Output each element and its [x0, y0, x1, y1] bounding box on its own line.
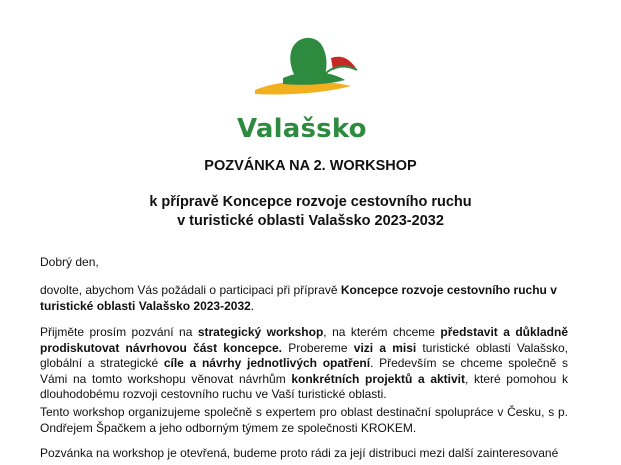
bold-span: vizi a misi: [353, 340, 417, 355]
paragraph-1: [40, 283, 568, 314]
text-span: dovolte, abychom Vás požádali o participaci při přípravě: [40, 283, 341, 297]
invitation-title: POZVÁNKA NA 2. WORKSHOP: [204, 158, 417, 174]
text-span: , na kterém chceme: [323, 325, 441, 339]
text-span: Probereme: [282, 340, 354, 355]
text-span: , které pomohou k dlouhodobému rozvoji cestovního ruchu ve Vaší turistické oblasti.: [40, 371, 568, 401]
paragraph-2: [40, 325, 568, 403]
text-span: turistické oblasti Valašsko, globální a strategické: [40, 340, 569, 370]
text-span: Přijměte prosím pozvání na: [40, 325, 198, 339]
subtitle-line-1: k přípravě Koncepce rozvoje cestovního ruchu: [149, 194, 472, 210]
logo-text: Valašsko: [237, 114, 367, 144]
greeting: Dobrý den,: [40, 255, 99, 269]
paragraph-4: Pozvánka na workshop je otevřená, budeme proto rádi za její distribuci mezi další zainteresované: [40, 446, 559, 460]
paragraph-3: Tento workshop organizujeme společně s expertem pro oblast destinační spolupráce v Česku, s p. Ondřejem Špačkem a jeho odborným týmem ze společnosti KROKEM.: [40, 405, 568, 435]
bold-span: Koncepce rozvoje cestovního ruchu v turistické oblasti Valašsko 2023-2032: [40, 283, 557, 313]
text-span: .: [250, 298, 255, 313]
hat-icon: [233, 30, 363, 120]
subtitle-line-2: v turistické oblasti Valašsko 2023-2032: [177, 213, 444, 229]
bold-span: cíle a návrhy jednotlivých opatření: [163, 356, 371, 370]
valassko-logo: [233, 30, 367, 144]
bold-span: strategický workshop: [197, 325, 324, 339]
invitation-subtitle: [0, 193, 621, 231]
bold-span: konkrétních projektů a aktivit: [291, 371, 465, 386]
bold-span: představit a důkladně prodiskutovat návrhovou část koncepce.: [40, 325, 568, 355]
text-span: . Především se chceme společně s Vámi na tomto workshopu věnovat návrhům: [40, 356, 568, 386]
